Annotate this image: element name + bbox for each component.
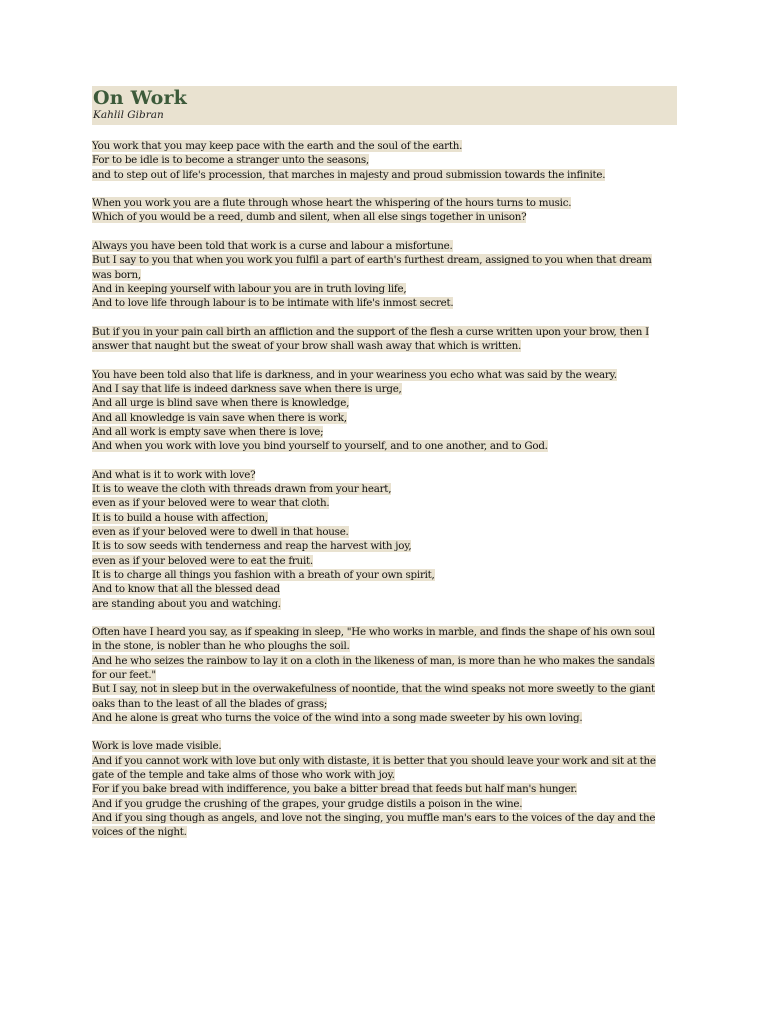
line-text: For if you bake bread with indifference, you bake a bitter bread that feeds but half man's hunger. (92, 783, 577, 796)
stanza (92, 625, 677, 725)
text-line (92, 582, 677, 596)
text-line (92, 597, 677, 611)
stanza (92, 468, 677, 611)
line-text: For to be idle is to become a stranger unto the seasons, (92, 154, 369, 167)
line-text: But I say to you that when you work you fulfil a part of earth's furthest dream, assigned to you when that dream (92, 254, 652, 267)
text-line (92, 153, 677, 167)
text-line (92, 468, 677, 482)
text-line (92, 439, 677, 453)
line-text: And when you work with love you bind yourself to yourself, and to one another, and to God. (92, 440, 548, 453)
line-text: for our feet." (92, 668, 156, 681)
line-text: And I say that life is indeed darkness save when there is urge, (92, 383, 402, 396)
text-line (92, 496, 677, 510)
page-title: On Work (93, 87, 188, 109)
line-text: And all knowledge is vain save when there is work, (92, 411, 347, 424)
line-text: It is to charge all things you fashion with a breath of your own spirit, (92, 568, 435, 581)
text-line (92, 253, 677, 267)
line-text: was born, (92, 268, 141, 281)
line-text: even as if your beloved were to eat the fruit. (92, 554, 313, 567)
line-text: are standing about you and watching. (92, 597, 281, 610)
text-line (92, 396, 677, 410)
line-text: Work is love made visible. (92, 740, 222, 753)
text-line (92, 782, 677, 796)
line-text: And if you grudge the crushing of the grapes, your grudge distils a poison in the wine. (92, 797, 523, 810)
line-text: And to love life through labour is to be intimate with life's inmost secret. (92, 297, 454, 310)
text-line (92, 425, 677, 439)
text-line (92, 697, 677, 711)
line-text: And what is it to work with love? (92, 468, 256, 481)
line-text: Which of you would be a reed, dumb and silent, when all else sings together in unison? (92, 211, 527, 224)
line-text: And in keeping yourself with labour you are in truth loving life, (92, 282, 407, 295)
poem-body (92, 139, 677, 840)
line-text: It is to build a house with affection, (92, 511, 268, 524)
text-line (92, 196, 677, 210)
line-text: And all work is empty save when there is love; (92, 425, 324, 438)
text-line (92, 239, 677, 253)
line-text: voices of the night. (92, 826, 187, 839)
line-text: And all urge is blind save when there is knowledge, (92, 397, 350, 410)
line-text: Always you have been told that work is a curse and labour a misfortune. (92, 240, 453, 253)
text-line (92, 282, 677, 296)
text-line (92, 511, 677, 525)
text-line (92, 554, 677, 568)
text-line (92, 625, 677, 639)
text-line (92, 411, 677, 425)
line-text: oaks than to the least of all the blades of grass; (92, 697, 328, 710)
text-line (92, 325, 677, 339)
line-text: even as if your beloved were to wear that cloth. (92, 497, 330, 510)
line-text: even as if your beloved were to dwell in that house. (92, 526, 349, 539)
text-line (92, 539, 677, 553)
text-line (92, 339, 677, 353)
author-name: Kahlil Gibran (93, 109, 164, 121)
text-line (92, 654, 677, 668)
line-text: And if you sing though as angels, and love not the singing, you muffle man's ears to the voices of the day and the (92, 811, 656, 824)
text-line (92, 368, 677, 382)
text-line (92, 797, 677, 811)
text-line (92, 639, 677, 653)
poem-document (92, 86, 677, 854)
stanza (92, 325, 677, 354)
text-line (92, 382, 677, 396)
text-line (92, 754, 677, 768)
stanza (92, 196, 677, 225)
line-text: You have been told also that life is darkness, and in your weariness you echo what was said by the weary. (92, 368, 617, 381)
text-line (92, 525, 677, 539)
line-text: answer that naught but the sweat of your brow shall wash away that which is written. (92, 340, 522, 353)
line-text: and to step out of life's procession, that marches in majesty and proud submission towards the infinite. (92, 168, 606, 181)
stanza (92, 239, 677, 310)
text-line (92, 711, 677, 725)
stanza (92, 739, 677, 839)
line-text: Often have I heard you say, as if speaking in sleep, "He who works in marble, and finds the shape of his own soul (92, 626, 655, 639)
line-text: And to know that all the blessed dead (92, 583, 280, 596)
stanza (92, 139, 677, 182)
text-line (92, 768, 677, 782)
line-text: But I say, not in sleep but in the overwakefulness of noontide, that the wind speaks not more sweetly to the giant (92, 683, 655, 696)
text-line (92, 668, 677, 682)
stanza (92, 368, 677, 454)
text-line (92, 682, 677, 696)
line-text: gate of the temple and take alms of those who work with joy. (92, 769, 395, 782)
line-text: But if you in your pain call birth an affliction and the support of the flesh a curse written upon your brow, then I (92, 325, 649, 338)
text-line (92, 825, 677, 839)
text-line (92, 739, 677, 753)
text-line (92, 482, 677, 496)
text-line (92, 168, 677, 182)
text-line (92, 139, 677, 153)
text-line (92, 568, 677, 582)
title-block (92, 86, 677, 125)
line-text: You work that you may keep pace with the earth and the soul of the earth. (92, 140, 463, 152)
line-text: When you work you are a flute through whose heart the whispering of the hours turns to music. (92, 197, 572, 210)
line-text: in the stone, is nobler than he who ploughs the soil. (92, 640, 350, 653)
text-line (92, 811, 677, 825)
line-text: It is to sow seeds with tenderness and reap the harvest with joy, (92, 540, 412, 553)
text-line (92, 268, 677, 282)
text-line (92, 210, 677, 224)
line-text: And if you cannot work with love but only with distaste, it is better that you should leave your work and sit at the (92, 754, 656, 767)
line-text: And he who seizes the rainbow to lay it on a cloth in the likeness of man, is more than he who makes the sandals (92, 654, 655, 667)
text-line (92, 296, 677, 310)
line-text: It is to weave the cloth with threads drawn from your heart, (92, 483, 392, 496)
line-text: And he alone is great who turns the voice of the wind into a song made sweeter by his own loving. (92, 711, 583, 724)
